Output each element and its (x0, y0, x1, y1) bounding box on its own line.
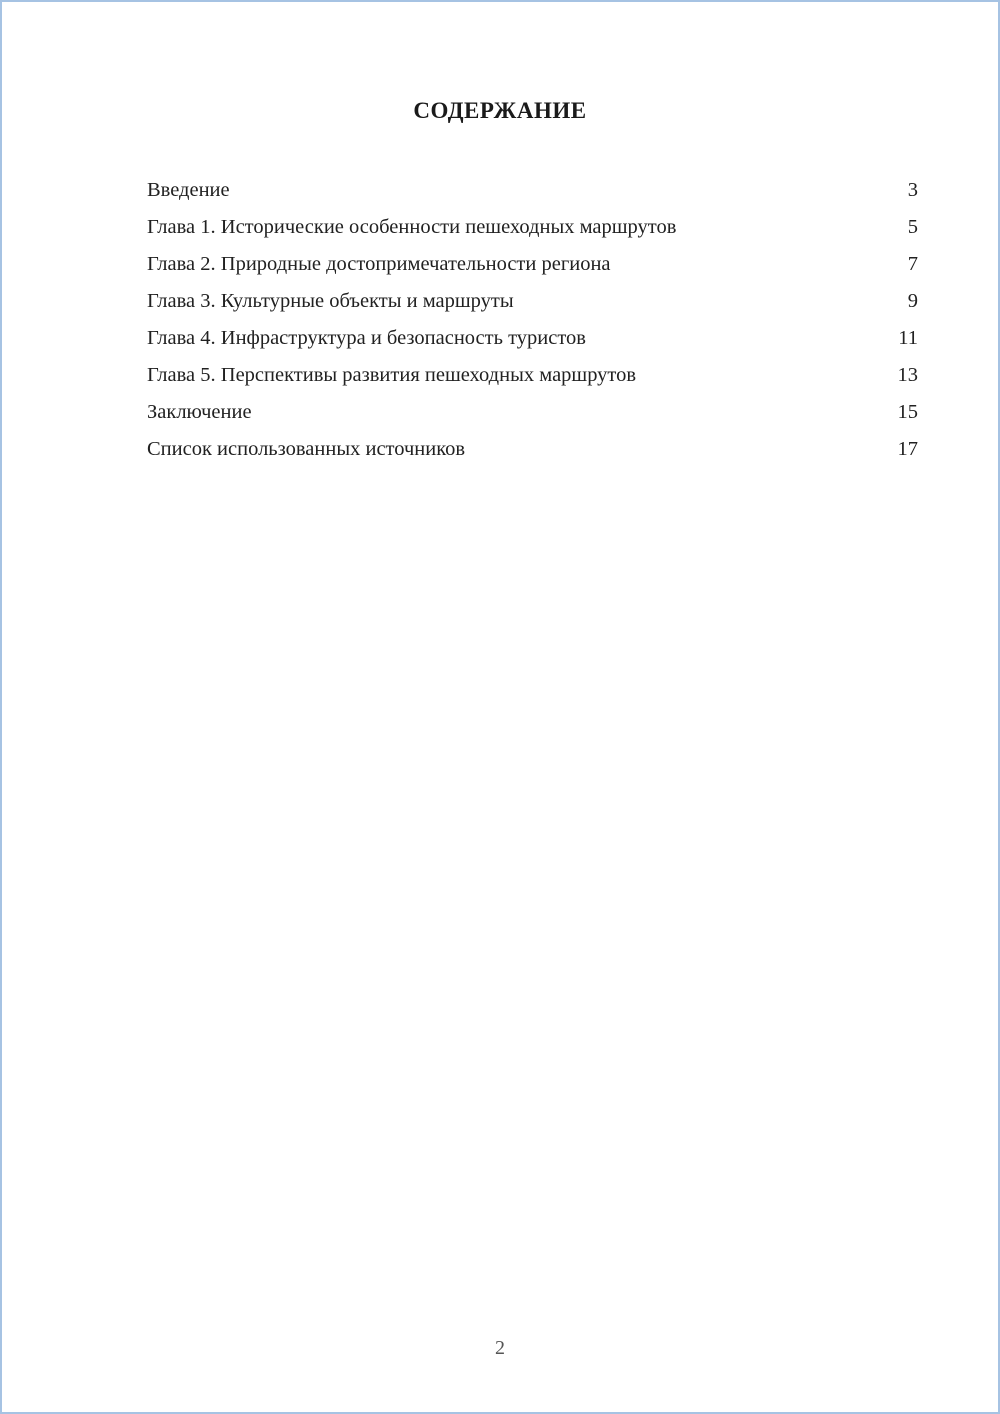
toc-entry-title: Глава 1. Исторические особенности пешеходных маршрутов (147, 216, 677, 238)
toc-entry (147, 320, 918, 357)
toc-entry-title: Глава 2. Природные достопримечательности региона (147, 253, 611, 275)
toc-entry (147, 246, 918, 283)
toc-entry (147, 394, 918, 431)
toc-entry-title: Глава 3. Культурные объекты и маршруты (147, 290, 514, 312)
page-number: 2 (495, 1337, 505, 1359)
toc-entry (147, 172, 918, 209)
toc-entry-title: Глава 4. Инфраструктура и безопасность туристов (147, 327, 586, 349)
toc-entry-title: Заключение (147, 401, 252, 423)
toc-entry-page: 13 (897, 364, 918, 386)
toc-entry-page: 3 (907, 179, 918, 201)
toc-entry-title: Список использованных источников (147, 438, 466, 460)
toc-entry-page: 7 (907, 253, 918, 275)
toc-entry-page: 5 (907, 216, 918, 238)
toc-entry (147, 209, 918, 246)
toc-entry-title: Глава 5. Перспективы развития пешеходных маршрутов (147, 364, 637, 386)
table-of-contents (147, 172, 918, 468)
toc-entry (147, 431, 918, 468)
toc-entry-title: Введение (147, 179, 230, 201)
toc-entry (147, 357, 918, 394)
toc-entry (147, 283, 918, 320)
toc-heading: СОДЕРЖАНИЕ (413, 98, 587, 123)
toc-entry-page: 15 (897, 401, 918, 423)
toc-entry-page: 17 (897, 438, 918, 460)
toc-entry-page: 9 (907, 290, 918, 312)
toc-entry-page: 11 (898, 327, 918, 349)
